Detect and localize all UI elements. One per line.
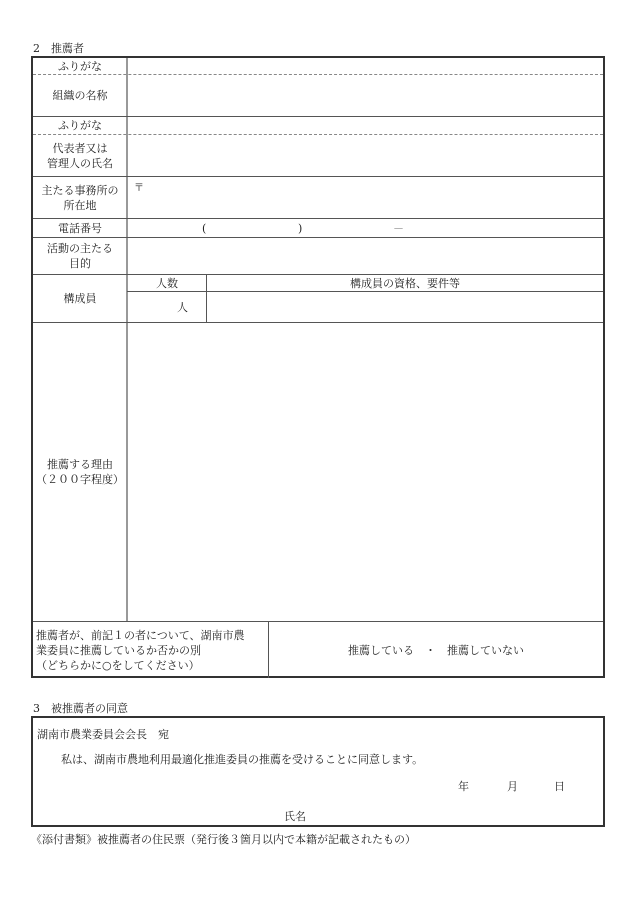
phone-field[interactable] <box>128 219 603 237</box>
label-org-name: 組織の名称 <box>52 89 108 102</box>
label-reason <box>33 323 127 621</box>
date-year: 年 <box>458 780 469 793</box>
other-rec-line1: 推薦者が、前記１の者について、湖南市農 <box>36 628 245 642</box>
members-qual-field[interactable] <box>207 292 603 322</box>
furigana-rep-field[interactable] <box>128 117 603 134</box>
other-rec-line3: （どちらかに○をしてください） <box>36 658 200 672</box>
purpose-line1: 活動の主たる <box>47 242 113 255</box>
phone-open-paren: ( <box>202 221 207 235</box>
date-month: 月 <box>507 780 518 793</box>
label-office <box>33 177 127 218</box>
other-rec-line2: 業委員に推薦しているか否かの別 <box>36 643 201 657</box>
label-furigana: ふりがな <box>58 59 102 73</box>
representative-field[interactable] <box>128 135 603 176</box>
representative-line2: 管理人の氏名 <box>47 156 113 170</box>
label-furigana-2: ふりがな <box>58 119 102 132</box>
members-count-field[interactable] <box>128 292 206 322</box>
attachment-note: 《添付書類》被推薦者の住民票（発行後３箇月以内で本籍が記載されたもの） <box>31 833 416 846</box>
label-phone: 電話番号 <box>58 221 102 235</box>
purpose-line2: 目的 <box>69 257 91 270</box>
name-label: 氏名 <box>284 810 306 823</box>
furigana-org-field[interactable] <box>128 58 603 74</box>
section3-title: 3 被推薦者の同意 <box>33 702 128 715</box>
phone-close-paren: ) <box>298 221 303 235</box>
consent-statement: 私は、湖南市農地利用最適化推進委員の推薦を受けることに同意します。 <box>61 753 424 766</box>
date-day: 日 <box>554 780 565 793</box>
consent-addressee: 湖南市農業委員会会長 宛 <box>37 728 169 741</box>
office-line1: 主たる事務所の <box>41 183 119 197</box>
other-recommendation-options[interactable]: 推薦している ・ 推薦していない <box>348 644 524 657</box>
reason-field[interactable] <box>128 323 603 621</box>
postal-mark: 〒 <box>134 183 144 194</box>
recommender-table <box>31 56 605 678</box>
consent-box <box>31 716 605 827</box>
members-count-header: 人数 <box>156 277 178 290</box>
members-qual-header: 構成員の資格、要件等 <box>350 277 460 290</box>
label-purpose <box>33 238 127 274</box>
representative-line1: 代表者又は <box>52 141 108 155</box>
office-address-field[interactable] <box>128 177 603 218</box>
reason-line2: （２００字程度） <box>36 473 124 486</box>
members-count-unit: 人 <box>177 301 188 314</box>
office-line2: 所在地 <box>63 198 97 212</box>
reason-line1: 推薦する理由 <box>47 458 113 471</box>
purpose-field[interactable] <box>128 238 603 274</box>
label-representative <box>33 135 127 176</box>
section2-title: 2 推薦者 <box>33 42 84 55</box>
org-name-field[interactable] <box>128 75 603 116</box>
label-members: 構成員 <box>63 292 97 305</box>
phone-dash: － <box>393 222 404 235</box>
label-other-recommendation <box>36 622 268 678</box>
